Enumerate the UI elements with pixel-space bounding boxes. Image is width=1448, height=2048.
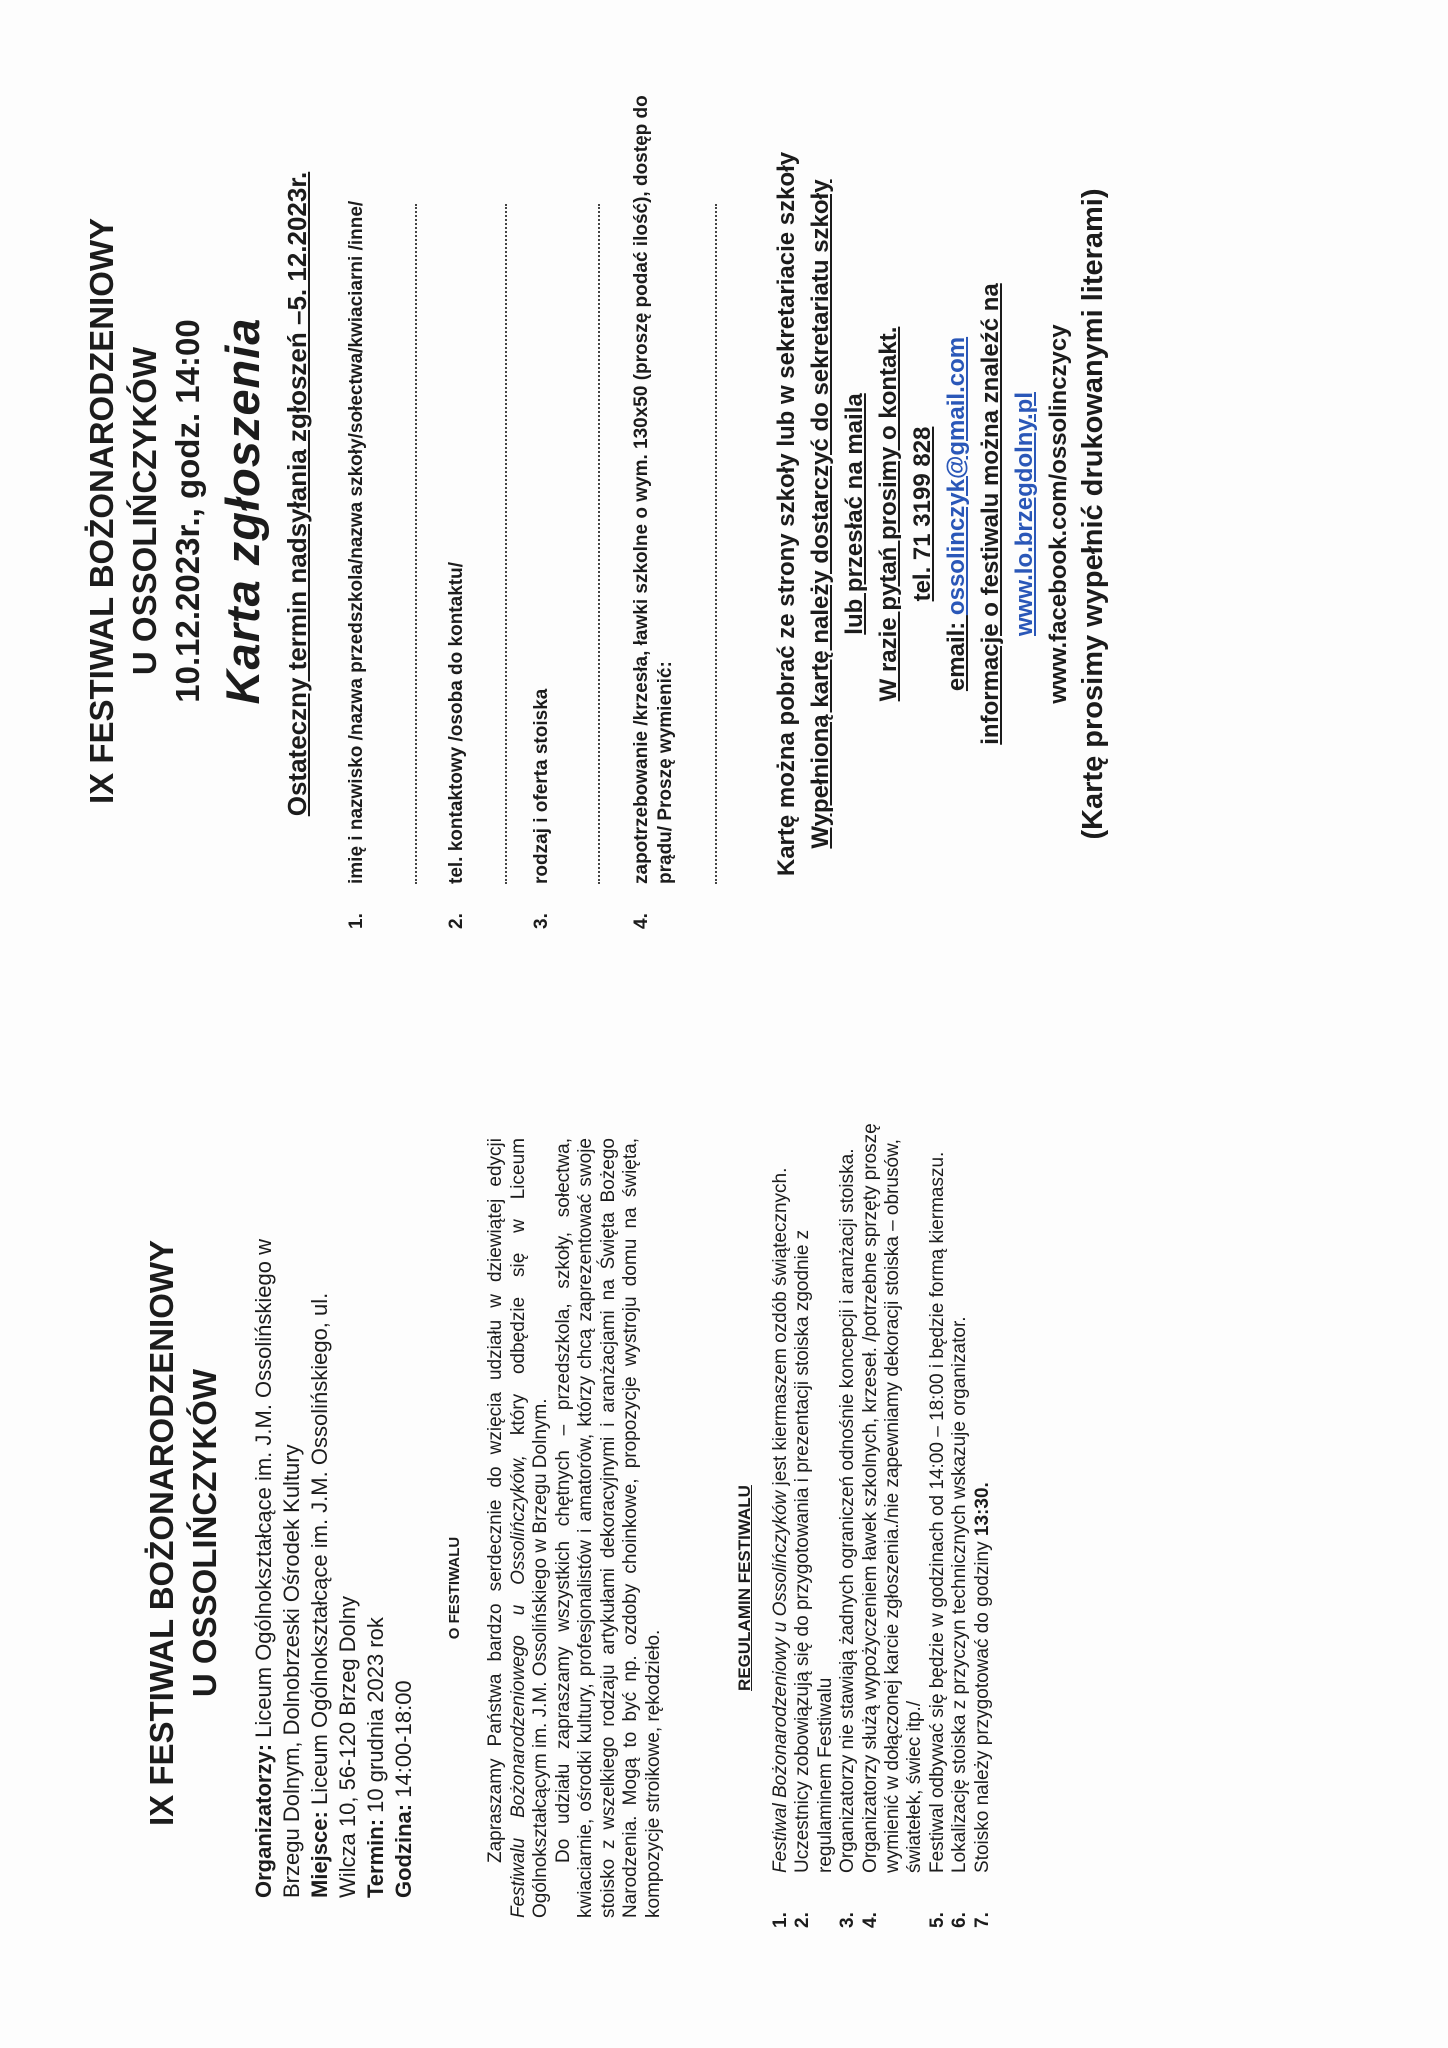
rule-item-7 [972, 1118, 994, 1928]
rule-text: Uczestnicy zobowiązują się do przygotowania i prezentacji stoiska zgodnie z regulaminem Festiwalu [792, 1229, 836, 1873]
date-label: Termin: [363, 1818, 388, 1898]
rule-item-5 [927, 1118, 949, 1928]
email-link[interactable]: ossolinczyk@gmail.com [943, 336, 970, 616]
form-title-date: 10.12.2023r., godz. 14:00 [169, 319, 206, 703]
info-download: Kartę można pobrać ze strony szkoły lub w sekretariacie szkoły [773, 151, 800, 877]
field-label-text: zapotrzebowanie /krzesła, ławki szkolne o wym. 130x50 (proszę podać ilość), dostęp do prądu/ Proszę wymienić: [631, 95, 676, 884]
intro-p1-end: który odbędzie się w Liceum Ogólnokształcącym im. J.M. Ossolińskiego w Brzegu Dolnym. [507, 1138, 551, 1918]
field-needs-input[interactable] [715, 204, 717, 884]
rule-number: 1. [770, 1912, 791, 1928]
about-text [485, 1138, 665, 1918]
form-festival-title [80, 86, 209, 936]
rule-number: 4. [859, 1912, 881, 1928]
contact-phone: tel. 71 3199 828 [909, 426, 936, 602]
field-number: 2. [446, 913, 467, 929]
organizers-row [250, 1238, 306, 1898]
rule-item-4 [860, 1118, 927, 1928]
field-label-text: imię i nazwisko /nazwa przedszkola/nazwa szkoły/sołectwa/kwiaciarni /inne/ [346, 200, 367, 884]
rules-list [770, 1118, 994, 1928]
print-letters-note: (Kartę prosimy wypełnić drukowanymi literami) [1077, 188, 1109, 840]
place-text: Liceum Ogólnokształcące im. J.M. Ossolińskiego, ul. Wilcza 10, 56-120 Brzeg Dolny [307, 1292, 360, 1898]
field-needs-label [630, 79, 678, 929]
rule-text [770, 1118, 792, 1873]
form-title-line2: U OSSOLIŃCZYKÓW [126, 346, 163, 676]
field-label-text: rodzaj i oferta stoiska [531, 688, 552, 884]
intro-p1-start: Zapraszamy Państwa bardzo serdecznie do wzięcia udziału w dziewiątej edycji [485, 1138, 506, 1863]
intro-paragraph-2: Do udziału zapraszamy wszystkich chętnych – przedszkola, szkoły, sołectwa, kwiaciarnie, ośrodki kultury, profesjonalistów i amatorów, którzy chcą zaprezentować swoje stoisko z wszelkiego rodzaju artykułami dekoracyjnymi i aranżacjami na Święta Bożego Narodzenia. Mogą to być np. ozdoby choinkowe, propozycje wystroju domu na święta, kompozycje stroikowe, rękodzieło. [552, 1138, 664, 1918]
place-label: Miejsce: [307, 1811, 332, 1898]
rule-number: 5. [926, 1912, 948, 1928]
time-label: Godzina: [391, 1803, 416, 1898]
rule-text: Lokalizację stoiska z przyczyn technicznych wskazuje organizator. [949, 1316, 971, 1873]
field-number: 1. [346, 913, 367, 929]
info-website-intro: informacje o festiwalu można znaleźć na [977, 283, 1004, 745]
date-row [362, 1238, 390, 1898]
email-label: email: [943, 615, 970, 692]
festival-title [140, 1203, 226, 1863]
info-deliver: Wypełnioną kartę należy dostarczyć do sekretariatu szkoły [807, 179, 834, 849]
festival-info-panel [0, 1024, 1448, 2048]
place-row [306, 1238, 362, 1898]
rule-number: 3. [837, 1912, 859, 1928]
rule-item-2 [792, 1118, 837, 1928]
time-text: 14:00-18:00 [391, 1680, 416, 1798]
rule-item-6 [949, 1118, 971, 1928]
rule1-rest: jest kiermaszem ozdób świątecznych. [770, 1167, 791, 1491]
rule-item-1 [770, 1118, 792, 1928]
rule-number: 2. [792, 1912, 814, 1928]
info-questions: W razie pytań prosimy o kontakt. [875, 326, 902, 702]
rule-item-3 [837, 1118, 859, 1928]
field-number: 4. [631, 913, 652, 929]
rule-text [972, 1118, 994, 1873]
rule7-time: 13:30. [971, 1482, 993, 1537]
intro-paragraph-1 [485, 1138, 553, 1918]
field-label-text: tel. kontaktowy /osoba do kontaktu/ [446, 562, 467, 884]
website-link[interactable]: www.lo.brzegdolny.pl [1011, 392, 1038, 636]
time-row [390, 1238, 418, 1898]
info-email-option: lub przesłać na maila [841, 393, 868, 635]
rules-heading: REGULAMIN FESTIWALU [735, 1485, 754, 1691]
festival-details [250, 1238, 418, 1898]
contact-info [770, 64, 1110, 964]
field-name-label [345, 79, 369, 929]
rule-text: Organizatorzy służą wypożyczeniem ławek szkolnych, krzeseł. /potrzebne sprzęty proszę wymienić w dołączonej karcie zgłoszenia./nie zapewniamy dekoracji stoiska – obrusów, światełek, świec itp./ [859, 1123, 926, 1873]
field-phone-input[interactable] [505, 204, 507, 884]
field-number: 3. [531, 913, 552, 929]
festival-title-line1: IX FESTIWAL BOŻONARODZENIOWY [143, 1239, 180, 1827]
field-offer-input[interactable] [598, 204, 600, 884]
field-phone-label [445, 79, 469, 929]
intro-p1-festival-name: Festiwalu Bożonarodzeniowego u Ossolińczyków, [507, 1454, 529, 1918]
rule7-text: Stoisko należy przygotować do godziny [971, 1536, 993, 1873]
field-name-input[interactable] [415, 204, 417, 884]
facebook-link[interactable]: www.facebook.com/ossolinczycy [1045, 324, 1072, 704]
form-title-line1: IX FESTIWAL BOŻONARODZENIOWY [83, 217, 120, 805]
rule1-festival-name: Festiwal Bożonarodzeniowy u Ossolińczyków [770, 1490, 791, 1873]
field-offer-label [530, 79, 554, 929]
organizers-text: Liceum Ogólnokształcące im. J.M. Ossolińskiego w Brzegu Dolnym, Dolnobrzeski Ośrodek Kultury [251, 1238, 304, 1898]
form-title: Karta zgłoszenia [216, 317, 269, 705]
date-text: 10 grudnia 2023 rok [363, 1617, 388, 1813]
rule-number: 6. [949, 1912, 971, 1928]
contact-email-row [940, 64, 974, 964]
about-heading: O FESTIWALU [446, 1536, 463, 1640]
rule-number: 7. [971, 1912, 993, 1928]
rule-text: Organizatorzy nie stawiają żadnych ograniczeń odnośnie koncepcji i aranżacji stoiska. [837, 1148, 859, 1873]
organizers-label: Organizatorzy: [251, 1743, 276, 1898]
rule-text: Festiwal odbywać się będzie w godzinach od 14:00 – 18:00 i będzie formą kiermaszu. [926, 1151, 948, 1873]
festival-title-line2: U OSSOLIŃCZYKÓW [186, 1368, 223, 1698]
deadline-text: Ostateczny termin nadsyłania zgłoszeń –5. 12.2023r. [282, 171, 312, 817]
